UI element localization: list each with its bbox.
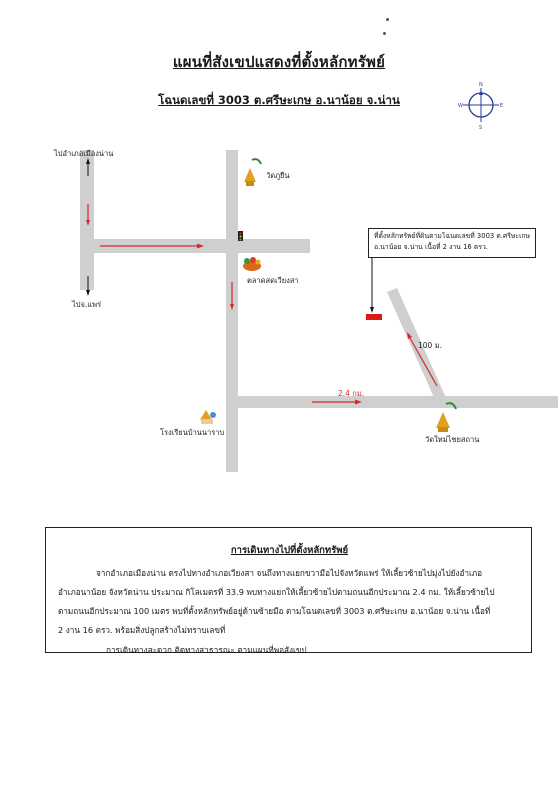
arrow-down-icon <box>86 290 90 296</box>
deed-subtitle: โฉนดเลขที่ 3003 ต.ศรีษะเกษ อ.นาน้อย จ.น่าน <box>158 93 400 107</box>
label-market: ตลาดสดเวียงสา <box>247 276 299 285</box>
travel-description-title: การเดินทางไปที่ตั้งหลักทรัพย์ <box>230 545 349 556</box>
label-to-phrae: ไปจ.แพร่ <box>72 300 102 309</box>
compass-icon <box>458 80 504 130</box>
label-wat-phu-yuen: วัดภูยืน <box>266 171 290 180</box>
description-line: อำเภอนาน้อย จังหวัดน่าน ประมาณ กิโลเมตรที่ 33.9 พบทางแยกให้เลี้ยวซ้ายไปตามถนนอีกประมาณ 2.4 กม. ให้เลี้ยวซ้ายไป <box>58 587 495 597</box>
compass-s: S <box>479 125 483 130</box>
label-school: โรงเรียนบ้านนาราบ <box>160 428 225 437</box>
traffic-light-icon <box>238 231 243 241</box>
property-callout <box>368 228 536 258</box>
property-marker <box>366 314 382 320</box>
pointer-arrow-icon <box>370 307 374 313</box>
description-line: การเดินทางสะดวก ติดทางสาธารณะ ตามแผนที่พอสังเขป <box>106 645 307 655</box>
market-basket-icon <box>243 257 261 271</box>
compass-e: E <box>500 103 504 109</box>
callout-line-1: ที่ตั้งหลักทรัพย์ที่ดินตามโฉนดเลขที่ 3003 ต.ศรีษะเกษ <box>374 232 530 240</box>
description-line: ตามถนนอีกประมาณ 100 เมตร พบที่ตั้งหลักทรัพย์อยู่ด้านซ้ายมือ ตามโฉนดเลขที่ 3003 ต.ศรีษะเกษ อ.นาน้อย จ.น่าน เนื้อที่ <box>58 606 491 616</box>
compass-n: N <box>479 82 483 88</box>
road-lower-horizontal <box>226 396 558 408</box>
label-distance-2-4km: 2.4 กม. <box>338 389 365 398</box>
road-central-vertical <box>226 150 238 472</box>
compass-w: W <box>458 103 463 109</box>
description-line: จากอำเภอเมืองน่าน ตรงไปทางอำเภอเวียงสา จนถึงทางแยกขวามือไปจังหวัดแพร่ ให้เลี้ยวซ้ายไปมุ่งไปยังอำเภอ <box>96 568 483 578</box>
speck <box>383 32 386 35</box>
callout-line-2: อ.นาน้อย จ.น่าน เนื้อที่ 2 งาน 16 ตรว. <box>374 243 488 251</box>
label-distance-100m: 100 ม. <box>418 341 443 350</box>
speck <box>386 18 389 21</box>
description-line: 2 งาน 16 ตรว. พร้อมสิ่งปลูกสร้างไม่ทราบเลขที่ <box>58 625 226 635</box>
travel-description-box <box>45 527 532 653</box>
temple-icon <box>244 159 261 186</box>
school-icon <box>200 410 216 424</box>
label-to-mueang-nan: ไปอำเภอเมืองน่าน <box>54 149 114 158</box>
page-title: แผนที่สังเขปแสดงที่ตั้งหลักทรัพย์ <box>172 53 386 71</box>
label-wat-mai: วัดใหม่ไชยสถาน <box>425 435 480 444</box>
